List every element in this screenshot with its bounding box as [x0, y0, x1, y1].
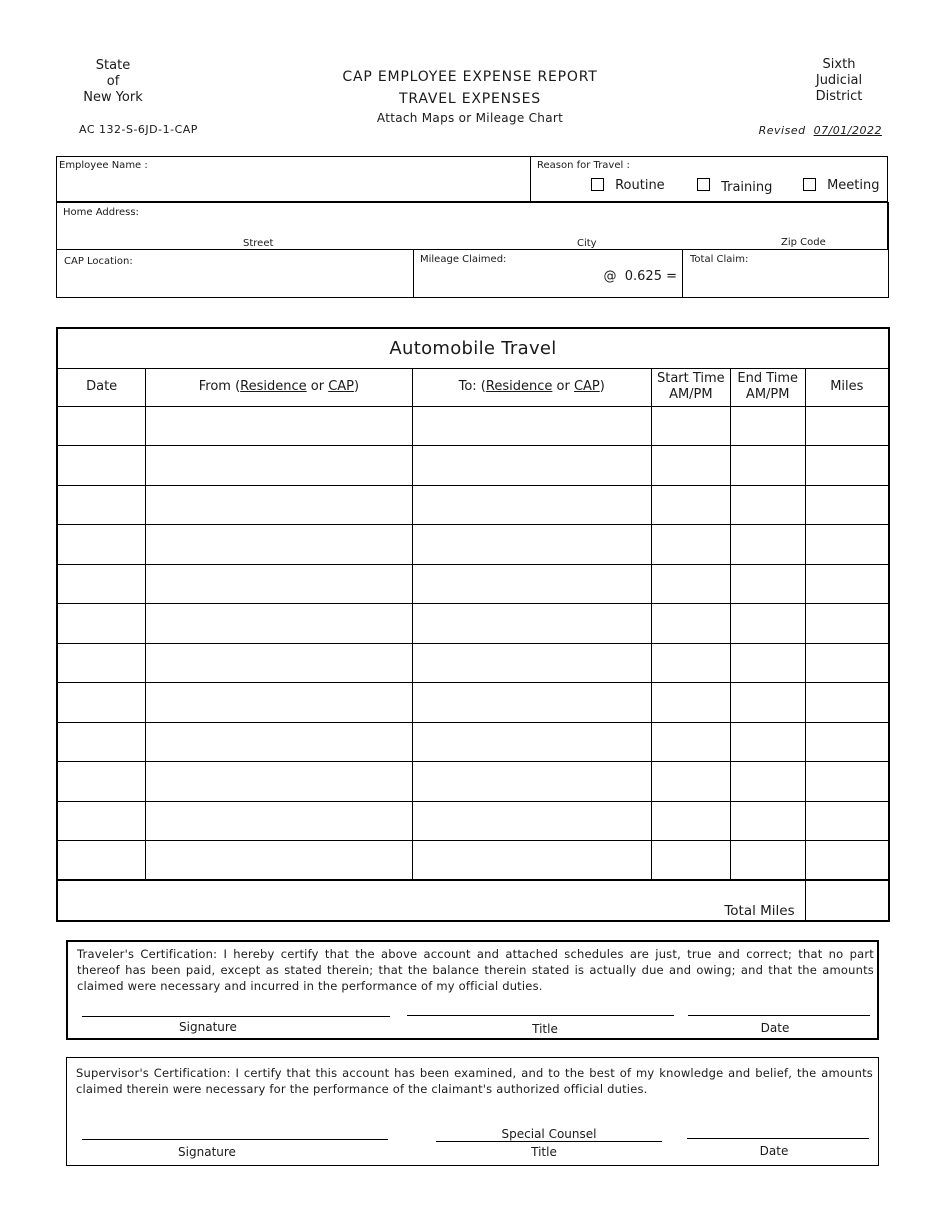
from-cell[interactable] [146, 643, 412, 683]
supervisor-date-line[interactable] [687, 1138, 869, 1139]
end-time-cell[interactable] [730, 604, 805, 644]
to-cell[interactable] [412, 446, 651, 486]
col-header-to: To: (Residence or CAP) [412, 368, 651, 406]
automobile-travel-caption: Automobile Travel [57, 328, 889, 368]
form-number: AC 132-S-6JD-1-CAP [79, 123, 198, 136]
table-row [57, 525, 889, 565]
date-cell[interactable] [57, 841, 146, 881]
automobile-travel-table [56, 327, 890, 922]
miles-cell[interactable] [805, 841, 889, 881]
start-time-cell[interactable] [651, 564, 730, 604]
traveler-date-label: Date [760, 1021, 790, 1035]
supervisor-title-value: Special Counsel [501, 1127, 597, 1141]
to-cell[interactable] [412, 564, 651, 604]
date-cell[interactable] [57, 722, 146, 762]
to-cell[interactable] [412, 406, 651, 446]
cap-location-field[interactable] [56, 249, 414, 298]
to-cell[interactable] [412, 683, 651, 723]
start-time-cell[interactable] [651, 446, 730, 486]
to-cell[interactable] [412, 643, 651, 683]
col-header-date: Date [57, 368, 146, 406]
end-time-cell[interactable] [730, 841, 805, 881]
date-cell[interactable] [57, 525, 146, 565]
table-row [57, 485, 889, 525]
from-cell[interactable] [146, 406, 412, 446]
date-cell[interactable] [57, 683, 146, 723]
from-cell[interactable] [146, 446, 412, 486]
traveler-title-label: Title [532, 1022, 558, 1036]
miles-cell[interactable] [805, 604, 889, 644]
end-time-cell[interactable] [730, 485, 805, 525]
routine-checkbox[interactable] [591, 178, 604, 191]
traveler-signature-label: Signature [179, 1020, 237, 1034]
home-address-field[interactable] [56, 202, 889, 250]
supervisor-title-line[interactable] [436, 1141, 662, 1142]
start-time-cell[interactable] [651, 683, 730, 723]
to-cell[interactable] [412, 841, 651, 881]
employee-name-label: Employee Name : [59, 160, 148, 171]
end-time-cell[interactable] [730, 801, 805, 841]
end-time-cell[interactable] [730, 643, 805, 683]
table-row [57, 446, 889, 486]
table-row [57, 564, 889, 604]
miles-cell[interactable] [805, 564, 889, 604]
miles-cell[interactable] [805, 643, 889, 683]
end-time-cell[interactable] [730, 406, 805, 446]
total-claim-label: Total Claim: [690, 254, 749, 265]
start-time-cell[interactable] [651, 485, 730, 525]
miles-cell[interactable] [805, 406, 889, 446]
date-cell[interactable] [57, 446, 146, 486]
from-cell[interactable] [146, 525, 412, 565]
traveler-cert-text: Traveler's Certification: I hereby certify that the above account and attached schedules are just, true and correct; that no part thereof has been paid, except as stated therein; that the balance therein stated is actually due and owing; and that the amounts claimed were necessary and incurred in the performance of my official duties. [77, 947, 874, 993]
to-cell[interactable] [412, 722, 651, 762]
end-time-cell[interactable] [730, 564, 805, 604]
table-row [57, 762, 889, 802]
miles-cell[interactable] [805, 722, 889, 762]
start-time-cell[interactable] [651, 841, 730, 881]
street-label: Street [243, 238, 274, 249]
mileage-claimed-field[interactable] [413, 249, 683, 298]
total-miles-label: Total Miles [57, 880, 805, 921]
from-cell[interactable] [146, 801, 412, 841]
zip-code-label: Zip Code [781, 237, 826, 248]
date-cell[interactable] [57, 604, 146, 644]
to-cell[interactable] [412, 604, 651, 644]
city-label: City [577, 238, 597, 249]
to-cell[interactable] [412, 762, 651, 802]
reason-option-meeting[interactable]: Meeting [803, 174, 880, 193]
supervisor-signature-label: Signature [178, 1145, 236, 1159]
from-cell[interactable] [146, 564, 412, 604]
start-time-cell[interactable] [651, 643, 730, 683]
date-cell[interactable] [57, 564, 146, 604]
end-time-cell[interactable] [730, 762, 805, 802]
table-row [57, 841, 889, 881]
to-cell[interactable] [412, 525, 651, 565]
col-header-miles: Miles [805, 368, 889, 406]
mileage-label: Mileage Claimed: [420, 254, 507, 265]
to-cell[interactable] [412, 485, 651, 525]
miles-cell[interactable] [805, 485, 889, 525]
table-row [57, 406, 889, 446]
from-cell[interactable] [146, 841, 412, 881]
table-row [57, 643, 889, 683]
start-time-cell[interactable] [651, 801, 730, 841]
supervisor-certification [66, 1057, 879, 1166]
col-header-end-time: End Time AM/PM [730, 368, 805, 406]
date-cell[interactable] [57, 643, 146, 683]
traveler-signature-line[interactable] [82, 1016, 390, 1017]
from-cell[interactable] [146, 762, 412, 802]
employee-name-field[interactable] [56, 156, 531, 202]
end-time-cell[interactable] [730, 446, 805, 486]
reason-option-training[interactable]: Training [697, 174, 772, 193]
start-time-cell[interactable] [651, 604, 730, 644]
reason-label: Reason for Travel : [537, 160, 630, 171]
date-cell[interactable] [57, 762, 146, 802]
total-claim-field[interactable] [682, 249, 889, 298]
traveler-title-line[interactable] [407, 1015, 674, 1016]
mileage-rate: @ 0.625 = [603, 269, 677, 284]
supervisor-title-label: Title [531, 1145, 557, 1159]
end-time-cell[interactable] [730, 683, 805, 723]
traveler-date-line[interactable] [688, 1015, 870, 1016]
home-address-label: Home Address: [63, 207, 139, 218]
table-row [57, 604, 889, 644]
miles-cell[interactable] [805, 801, 889, 841]
training-checkbox[interactable] [697, 178, 710, 191]
col-header-start-time: Start Time AM/PM [651, 368, 730, 406]
form-title-line2: TRAVEL EXPENSES [399, 91, 541, 107]
start-time-cell[interactable] [651, 406, 730, 446]
end-time-cell[interactable] [730, 525, 805, 565]
start-time-cell[interactable] [651, 762, 730, 802]
from-cell[interactable] [146, 485, 412, 525]
from-cell[interactable] [146, 722, 412, 762]
miles-cell[interactable] [805, 525, 889, 565]
state-label: State of New York [83, 58, 143, 105]
from-cell[interactable] [146, 604, 412, 644]
form-title-line1: CAP EMPLOYEE EXPENSE REPORT [342, 69, 598, 85]
supervisor-cert-text: Supervisor's Certification: I certify that this account has been examined, and to the best of my knowledge and belief, the amounts claimed therein were necessary for the performance of the claimant's authorized official duties. [76, 1066, 873, 1096]
date-cell[interactable] [57, 485, 146, 525]
reason-option-routine[interactable]: Routine [591, 174, 665, 193]
traveler-certification [66, 940, 879, 1040]
end-time-cell[interactable] [730, 722, 805, 762]
supervisor-signature-line[interactable] [82, 1139, 388, 1140]
table-row [57, 801, 889, 841]
miles-cell[interactable] [805, 683, 889, 723]
to-cell[interactable] [412, 801, 651, 841]
form-subtitle: Attach Maps or Mileage Chart [376, 111, 564, 125]
district-label: Sixth Judicial District [815, 57, 863, 104]
reason-for-travel-group [530, 156, 888, 202]
form-title [300, 66, 640, 126]
start-time-cell[interactable] [651, 722, 730, 762]
miles-cell[interactable] [805, 762, 889, 802]
table-row [57, 722, 889, 762]
cap-location-label: CAP Location: [64, 256, 133, 267]
date-cell[interactable] [57, 801, 146, 841]
supervisor-date-label: Date [759, 1144, 789, 1158]
start-time-cell[interactable] [651, 525, 730, 565]
meeting-checkbox[interactable] [803, 178, 816, 191]
miles-cell[interactable] [805, 446, 889, 486]
revised-date: Revised 07/01/2022 [758, 124, 882, 137]
date-cell[interactable] [57, 406, 146, 446]
table-row [57, 683, 889, 723]
col-header-from: From (Residence or CAP) [146, 368, 412, 406]
from-cell[interactable] [146, 683, 412, 723]
total-miles-cell[interactable] [805, 880, 889, 921]
